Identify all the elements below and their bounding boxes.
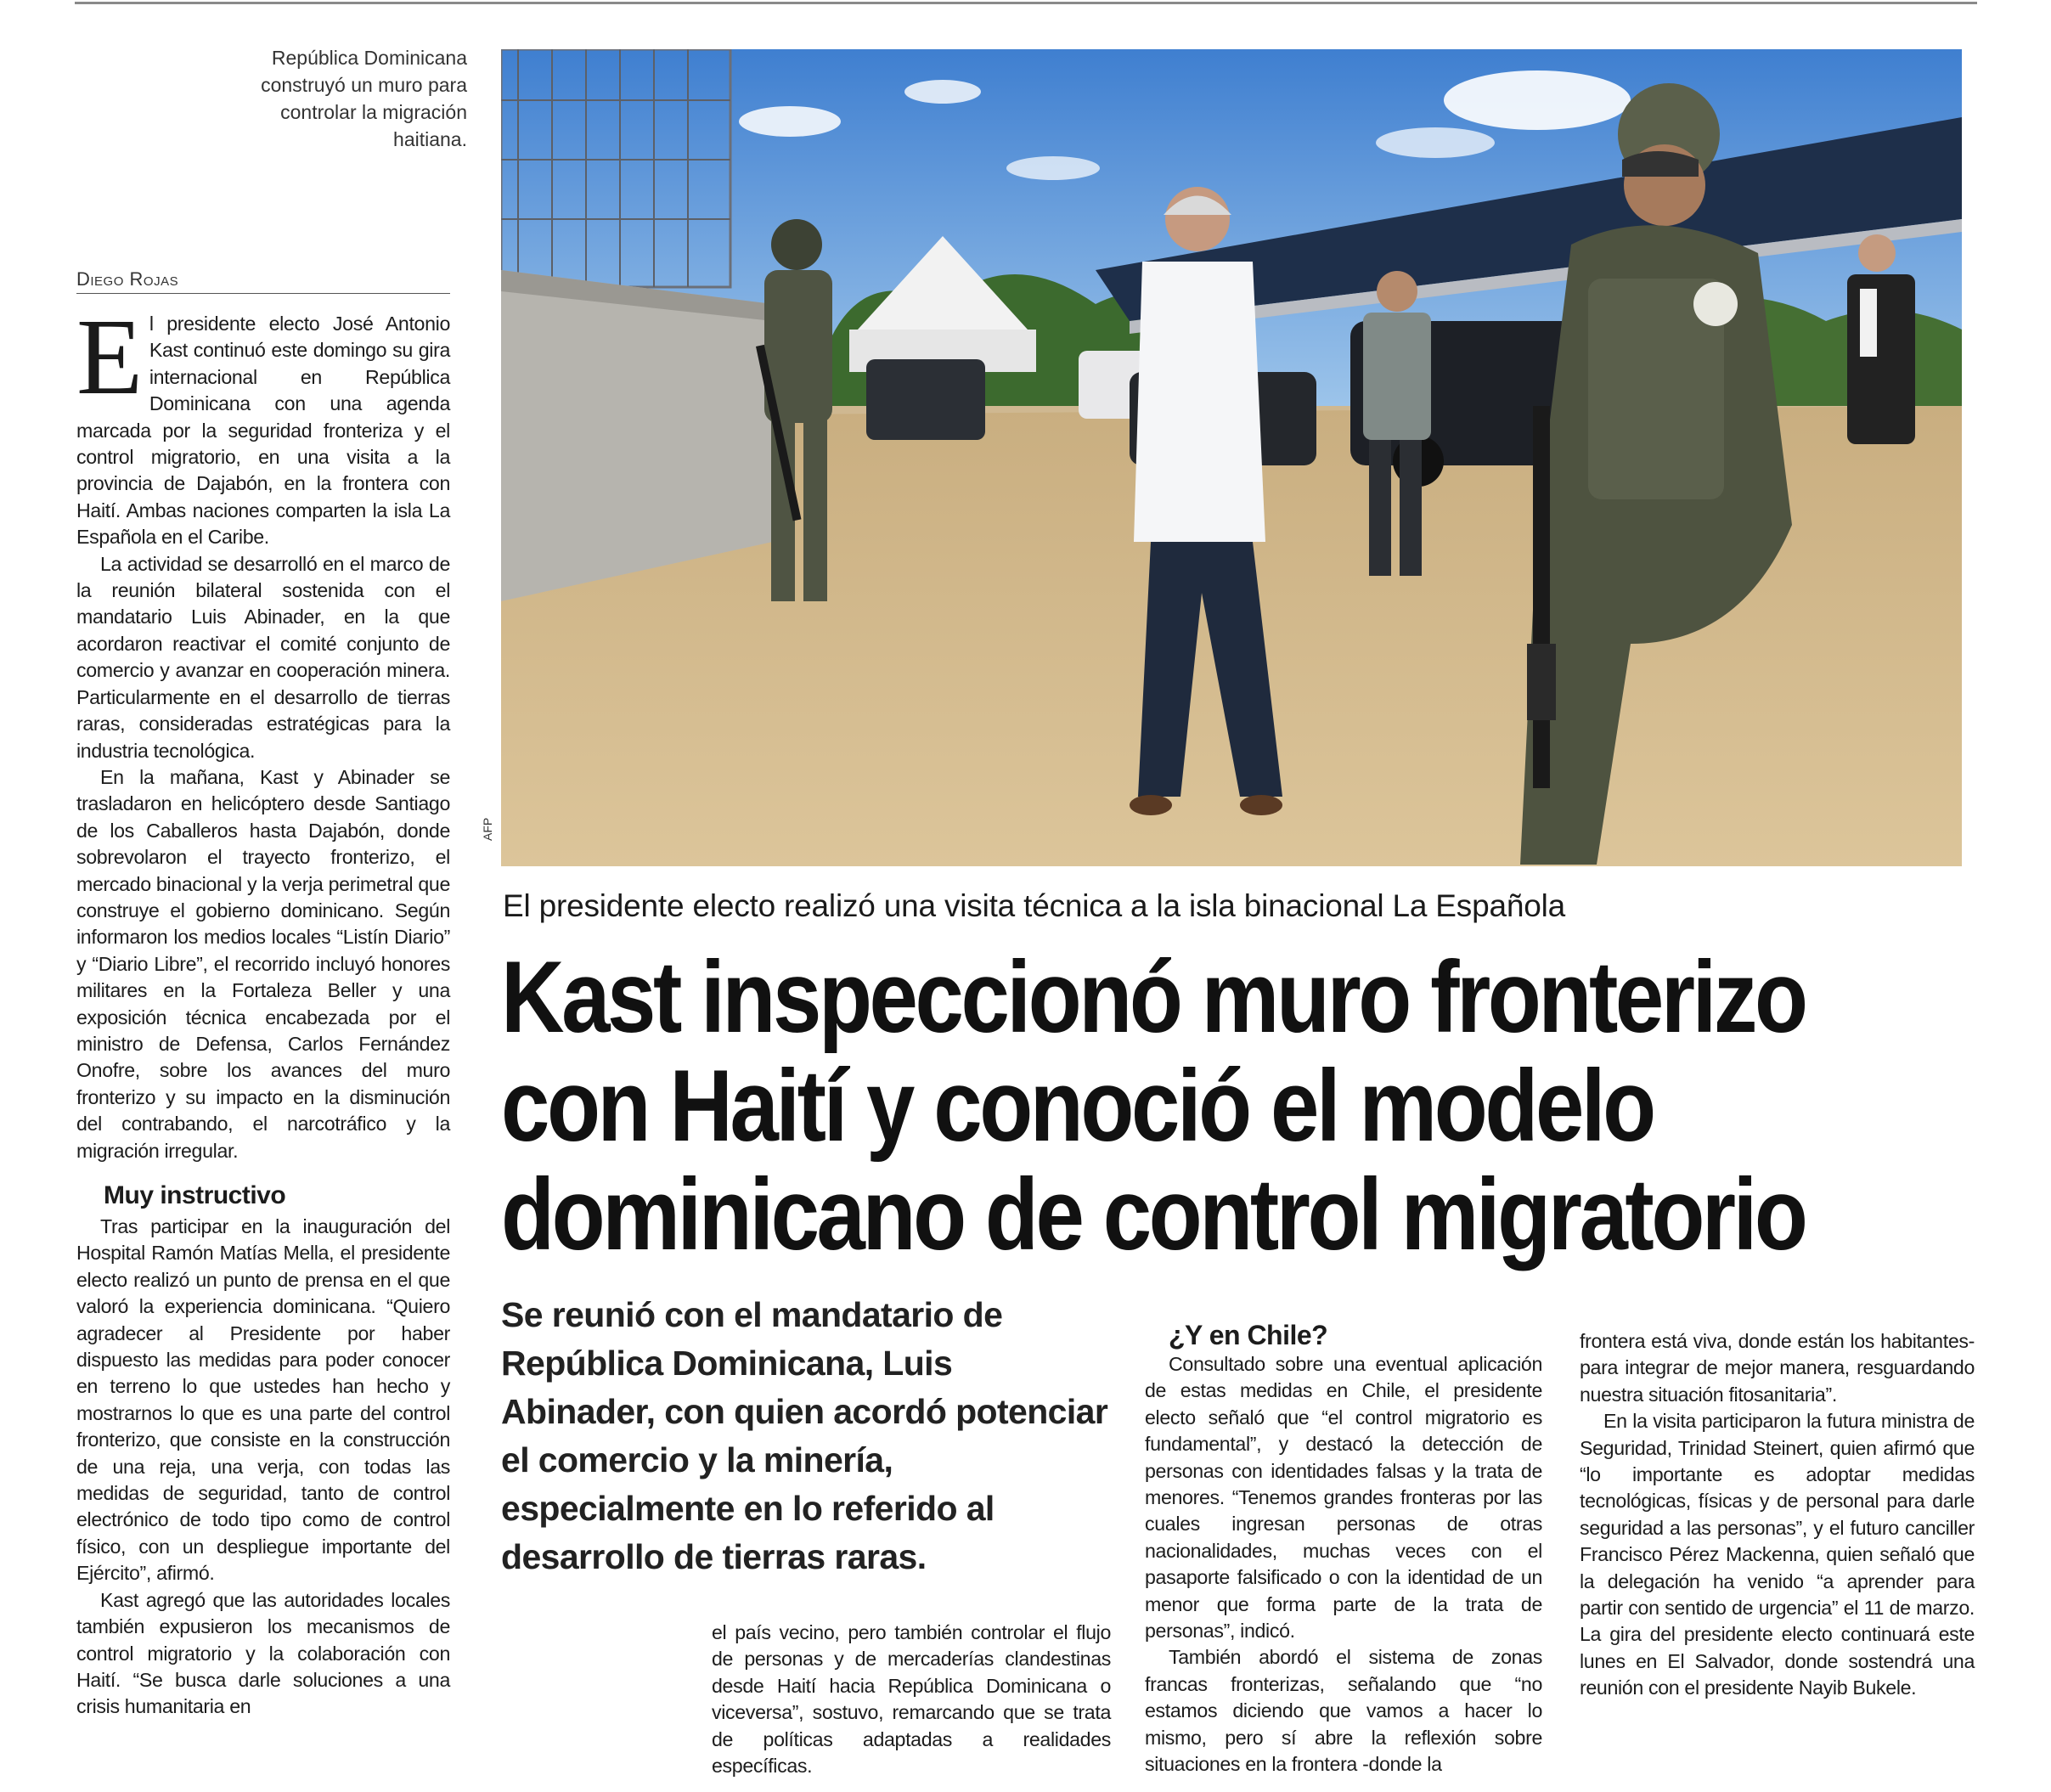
- photo-caption: República Dominicana construyó un muro para controlar la migración haitiana.: [261, 47, 467, 150]
- byline: [76, 268, 450, 294]
- byline-name: Diego Rojas: [76, 268, 179, 290]
- main-photo: [501, 49, 1962, 866]
- paragraph-7: Consultado sobre una eventual aplicación de estas medidas en Chile, el presidente electo señaló que “el control migratorio es fundamental”, y destacó la detección de personas con identidades falsas y la trata de menores. “Tenemos grandes fronteras por las cuales ingresan personas de otras nacionalidades, muchas veces con el pasaporte falsificado o con la identidad de un menor que forma parte de la trata de personas”, indicó.: [1145, 1353, 1542, 1643]
- top-rule: [75, 2, 1977, 4]
- article-column-4: [1580, 1328, 1975, 1702]
- headline-line-2: con Haití y conoció el modelo: [501, 1049, 1654, 1163]
- headline: [501, 940, 1806, 1271]
- paragraph-3: En la mañana, Kast y Abinader se trasladaron en helicóptero desde Santiago de los Caballeros hasta Dajabón, donde sobrevolaron el trayecto fronterizo, el mercado binacional y la verja perimetral que construye el gobierno dominicano. Según informaron los medios locales “Listín Diario” y “Diario Libre”, el recorrido incluyó honores militares en la Fortaleza Beller y una exposición técnica encabezada por el ministro de Defensa, Carlos Fernández Onofre, sobre los avances del muro fronterizo y su impacto en la disminución del contrabando, el narcotráfico y la migración irregular.: [76, 765, 450, 1162]
- paragraph-4: Tras participar en la inauguración del Hospital Ramón Matías Mella, el presidente electo realizó un punto de prensa en el que valoró la experiencia dominicana. “Quiero agradecer al Presidente por haber dispuesto las medidas para poder conocer en terreno lo que ustedes han hecho y mostrarnos lo que es una parte del control fronterizo, que consiste en la construcción de una reja, una verja, con todas las medidas de seguridad, tanto de control electrónico de todo tipo como de control físico, con un despliegue importante del Ejército”, afirmó.: [76, 1215, 450, 1585]
- paragraph-8: También abordó el sistema de zonas francas fronterizas, señalando que “no estamos diciendo que vamos a hacer lo mismo, pero sí abre la reflexión sobre situaciones en la frontera -donde la: [1145, 1646, 1542, 1776]
- deck: Se reunió con el mandatario de República Dominicana, Luis Abinader, con quien acordó potenciar el comercio y la minería, especialmente en lo referido al desarrollo de tierras raras.: [501, 1295, 1108, 1576]
- headline-line-3: dominicano de control migratorio: [501, 1158, 1806, 1271]
- paragraph-6: el país vecino, pero también controlar el flujo de personas y de mercaderías clandestinas desde Haití hacia República Dominicana o viceversa”, sostuvo, remarcando que se trata de políticas adaptadas a realidades específicas.: [712, 1621, 1111, 1778]
- paragraph-9: frontera está viva, donde están los habitantes- para integrar de mejor manera, resguardando nuestra situación fitosanitaria”.: [1580, 1330, 1975, 1406]
- paragraph-1: [76, 296, 450, 551]
- subhead-muy-instructivo: Muy instructivo: [104, 1181, 286, 1209]
- drop-cap: E: [76, 296, 143, 417]
- headline-line-1: Kast inspeccionó muro fronterizo: [501, 940, 1806, 1054]
- paragraph-10: En la visita participaron la futura ministra de Seguridad, Trinidad Steinert, quien afirmó que “lo importante es adoptar medidas tecnológicas, físicas y de personal para darle seguridad a las personas”, y el futuro canciller Francisco Pérez Mackenna, quien señaló que la delegación ha venido “a aprender para partir con sentido de urgencia” el 11 de marzo. La gira del presidente electo continuará este lunes en El Salvador, donde sostendrá una reunión con el presidente Nayib Bukele.: [1580, 1410, 1975, 1699]
- photo-illustration: [501, 49, 1962, 866]
- subhead-y-en-chile: ¿Y en Chile?: [1169, 1320, 1328, 1350]
- paragraph-1-text: l presidente electo José Antonio Kast continuó este domingo su gira internacional en República Dominicana con una agenda marcada por la seguridad fronteriza y el control migratorio, en una visita a la provincia de Dajabón, en la frontera con Haití. Ambas naciones comparten la isla La Española en el Caribe.: [76, 313, 450, 549]
- paragraph-5: Kast agregó que las autoridades locales también expusieron los mecanismos de control migratorio y la colaboración con Haití. “Se busca darle soluciones a una crisis humanitaria en: [76, 1588, 450, 1718]
- article-column-1: [76, 296, 450, 1721]
- kicker: El presidente electo realizó una visita técnica a la isla binacional La Española: [503, 888, 1565, 923]
- article-column-2: [712, 1620, 1111, 1779]
- paragraph-2: La actividad se desarrolló en el marco de la reunión bilateral sostenida con el mandatario Luis Abinader, en la que acordaron reactivar el comité conjunto de comercio y avanzar en cooperación minera. Particularmente en el desarrollo de tierras raras, consideradas estratégicas para la industria tecnológica.: [76, 552, 450, 762]
- photo-credit: AFP: [481, 817, 494, 841]
- article-column-3: [1145, 1319, 1542, 1778]
